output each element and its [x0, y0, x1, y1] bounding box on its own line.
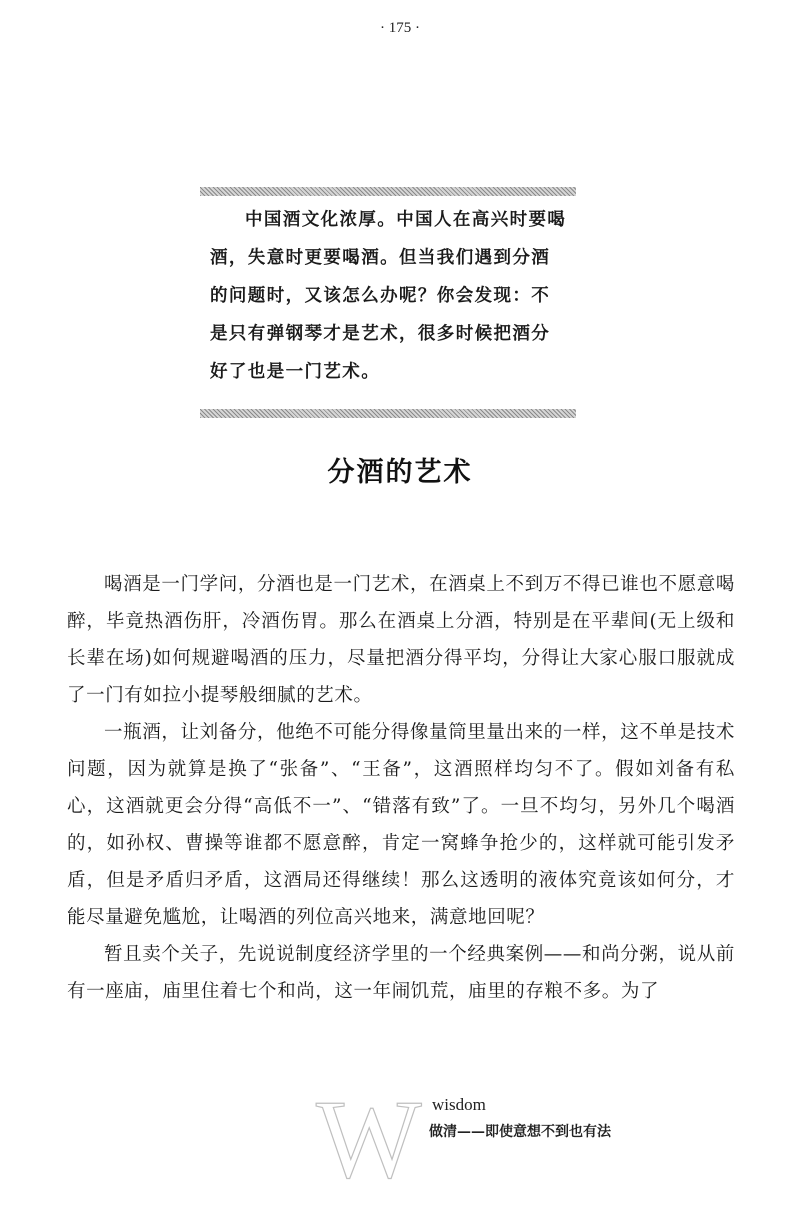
- body-paragraph-2: 一瓶酒，让刘备分，他绝不可能分得像量筒里量出来的一样，这不单是技术问题，因为就算是换了“张备”、“王备”，这酒照样均匀不了。假如刘备有私心，这酒就更会分得“高低不一”、“错落有致”了。一旦不均匀，另外几个喝酒的，如孙权、曹操等谁都不愿意醉，肯定一窝蜂争抢少的，这样就可能引发矛盾，但是矛盾归矛盾，这酒局还得继续！那么这透明的液体究竟该如何分，才能尽量避免尴尬，让喝酒的列位高兴地来，满意地回呢？: [67, 722, 735, 928]
- body-text: [67, 566, 735, 1010]
- intro-text: 中国酒文化浓厚。中国人在高兴时要喝酒，失意时更要喝酒。但当我们遇到分酒的问题时，又该怎么办呢？你会发现：不是只有弹钢琴才是艺术，很多时候把酒分好了也是一门艺术。: [210, 210, 567, 382]
- chapter-title: 分酒的艺术: [327, 457, 473, 488]
- footer-wisdom-label: wisdom: [432, 1095, 486, 1114]
- intro-top-border: [200, 187, 576, 196]
- intro-bottom-border: [200, 409, 576, 418]
- page-number: · 175 ·: [380, 20, 420, 36]
- wisdom-logo: W: [316, 1078, 422, 1202]
- body-paragraph-1: 喝酒是一门学问，分酒也是一门艺术，在酒桌上不到万不得已谁也不愿意喝醉，毕竟热酒伤肝，冷酒伤胃。那么在酒桌上分酒，特别是在平辈间(无上级和长辈在场)如何规避喝酒的压力，尽量把酒分得平均，分得让大家心服口服就成了一门有如拉小提琴般细腻的艺术。: [67, 574, 735, 706]
- footer: [316, 1078, 636, 1205]
- footer-subtitle: 做清——即使意想不到也有法: [429, 1124, 611, 1140]
- body-paragraph-3: 暂且卖个关子，先说说制度经济学里的一个经典案例——和尚分粥，说从前有一座庙，庙里住着七个和尚，这一年闹饥荒，庙里的存粮不多。为了: [67, 944, 735, 1002]
- intro-box: [200, 187, 576, 419]
